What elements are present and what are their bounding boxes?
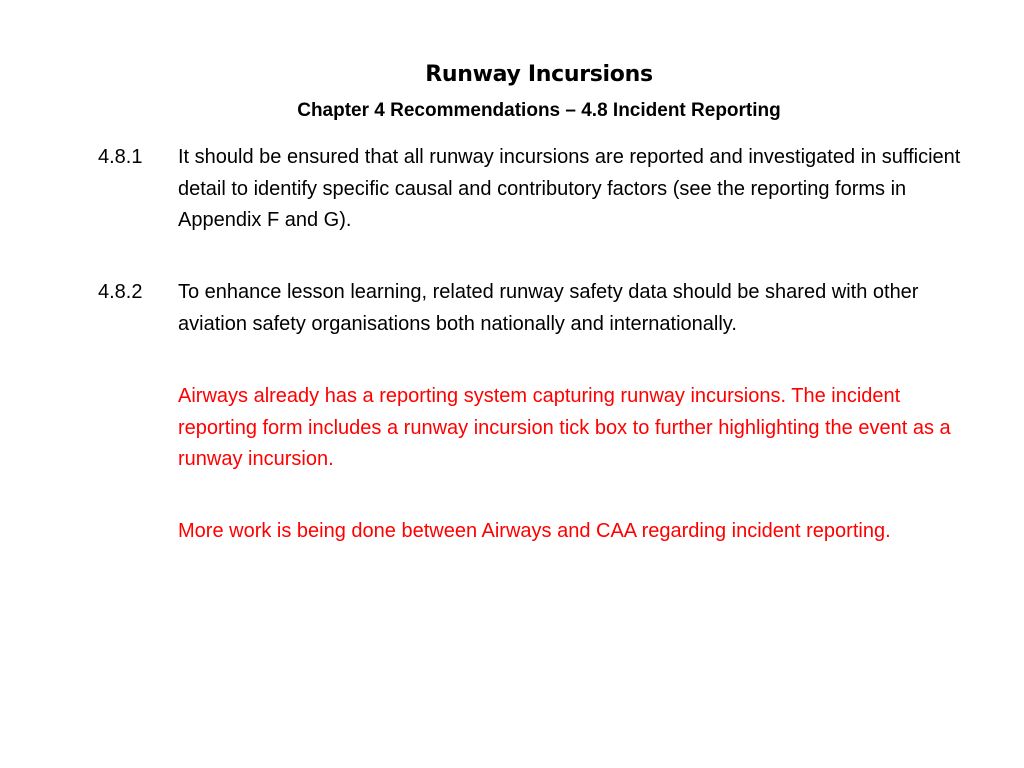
recommendation-text: It should be ensured that all runway incursions are reported and investigated in sufficient detail to identify specific causal and contributory factors (see the reporting forms in Appendix F and G). — [178, 146, 961, 231]
recommendation-number: 4.8.1 — [98, 146, 143, 168]
response-text: More work is being done between Airways and CAA regarding incident reporting. — [178, 520, 891, 542]
recommendation-text: To enhance lesson learning, related runway safety data should be shared with other aviation safety organisations both nationally and internationally. — [178, 281, 919, 335]
response-paragraph — [98, 381, 978, 476]
slide-subtitle: Chapter 4 Recommendations – 4.8 Incident Reporting — [297, 100, 781, 121]
response-paragraph — [98, 516, 978, 548]
recommendation-4-8-1 — [98, 142, 978, 237]
slide-title: Runway Incursions — [425, 62, 653, 87]
recommendation-4-8-2 — [98, 277, 978, 340]
recommendation-number: 4.8.2 — [98, 281, 143, 303]
response-text: Airways already has a reporting system capturing runway incursions. The incident reporting form includes a runway incursion tick box to further highlighting the event as a runway incursion. — [178, 385, 951, 470]
